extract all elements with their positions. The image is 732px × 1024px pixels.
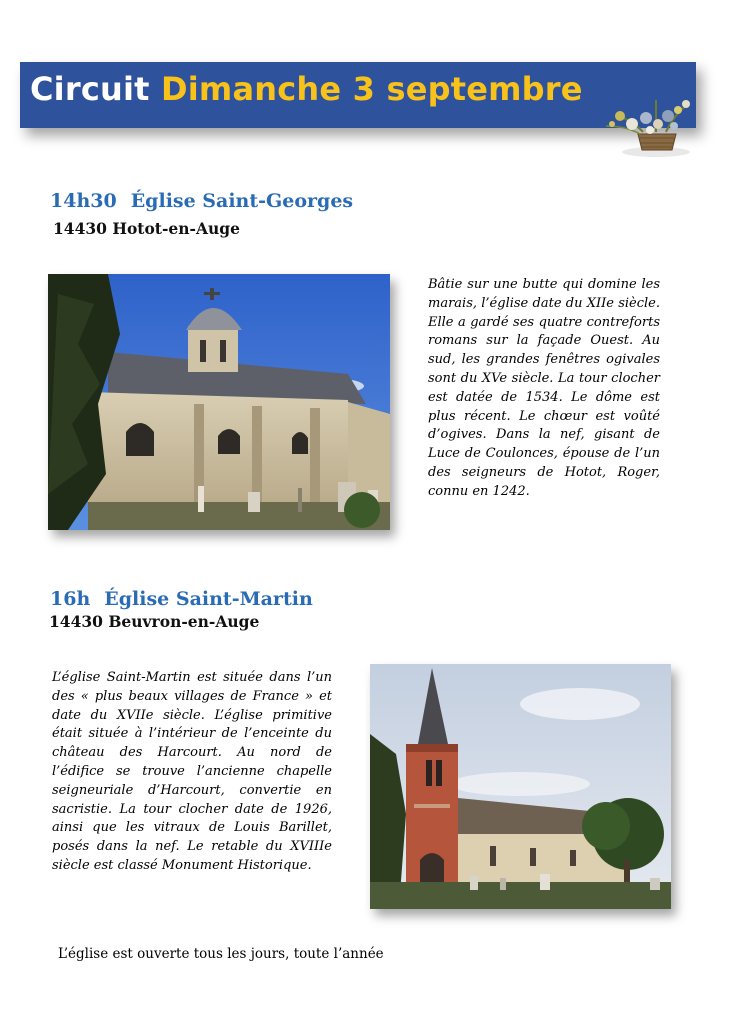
event-2-description: L’église Saint-Martin est située dans l’un des « plus beaux villages de France » et date du XVIIe siècle. L’église primitive était située à l’intérieur de l’enceinte du château des Harcourt. Au nord de l’édifice se trouve l’ancienne chapelle seigneuriale d’Harcourt, convertie en sacristie. La tour clocher date de 1926, ainsi que les vitraux de Louis Barillet, posés dans la nef. Le retable du XVIIIe siècle est classé Monument Historique. — [52, 670, 332, 873]
title-date: Dimanche 3 septembre — [161, 70, 583, 108]
opening-hours-note: L’église est ouverte tous les jours, toute l’année — [58, 946, 384, 962]
event-2-address: 14430 Beuvron-en-Auge — [49, 612, 260, 631]
page-title — [30, 70, 583, 108]
event-2-church-photo — [370, 664, 671, 909]
flower-bouquet-decoration — [598, 96, 702, 158]
event-1-description: Bâtie sur une butte qui domine les marais, l’église date du XIIe siècle. Elle a gardé ses quatre contreforts romans sur la façade Ouest. Au sud, les grandes fenêtres ogivales sont du XVe siècle. La tour clocher est datée de 1534. Le dôme est plus récent. Le chœur est voûté d’ogives. Dans la nef, gisant de Luce de Coulonces, épouse de l’un des seigneurs de Hotot, Roger, connu en 1242. — [428, 277, 660, 499]
event-1-time: 14h30 — [50, 190, 117, 212]
event-1-church-photo — [48, 274, 390, 530]
event-2-name: Église Saint-Martin — [104, 588, 313, 610]
event-1-name: Église Saint-Georges — [130, 190, 354, 212]
title-circuit: Circuit — [30, 70, 150, 108]
event-2-time: 16h — [50, 588, 91, 610]
event-2-heading — [50, 588, 313, 610]
header-banner — [20, 62, 696, 128]
event-1-address: 14430 Hotot-en-Auge — [53, 219, 240, 238]
event-1-heading — [50, 190, 353, 212]
